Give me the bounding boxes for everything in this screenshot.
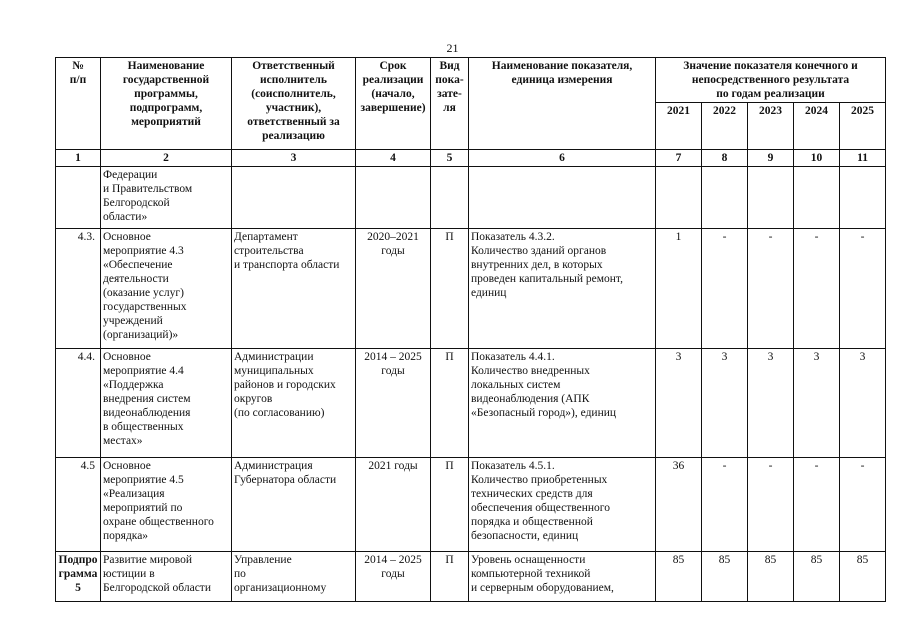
row-num: Подпро грамма 5 xyxy=(56,552,101,602)
row-value: - xyxy=(840,458,886,552)
column-number: 8 xyxy=(702,150,748,167)
row-value: 3 xyxy=(702,349,748,458)
table-row xyxy=(56,552,886,602)
row-indicator: Уровень оснащенности компьютерной техникой и серверным оборудованием, xyxy=(469,552,656,602)
header-type: Вид пока- зате- ля xyxy=(431,58,469,150)
row-value: - xyxy=(840,229,886,349)
row-value: 85 xyxy=(794,552,840,602)
row-value xyxy=(794,167,840,229)
row-value: 3 xyxy=(656,349,702,458)
column-number: 11 xyxy=(840,150,886,167)
row-responsible: Администрации муниципальных районов и городских округов (по согласованию) xyxy=(232,349,356,458)
row-type: П xyxy=(431,349,469,458)
row-value: 85 xyxy=(702,552,748,602)
table-row xyxy=(56,349,886,458)
header-name: Наименование государственной программы, подпрограмм, мероприятий xyxy=(101,58,232,150)
row-term xyxy=(356,167,431,229)
column-number: 9 xyxy=(748,150,794,167)
header-year: 2023 xyxy=(748,103,794,150)
row-value xyxy=(748,167,794,229)
row-name: Развитие мировой юстиции в Белгородской области xyxy=(101,552,232,602)
row-responsible: Администрация Губернатора области xyxy=(232,458,356,552)
header-num: № п/п xyxy=(56,58,101,150)
row-value: 3 xyxy=(840,349,886,458)
row-type: П xyxy=(431,229,469,349)
row-num: 4.5 xyxy=(56,458,101,552)
table-row xyxy=(56,458,886,552)
column-number: 10 xyxy=(794,150,840,167)
row-indicator: Показатель 4.5.1. Количество приобретенных технических средств для обеспечения общественного порядка и общественной безопасности, единиц xyxy=(469,458,656,552)
row-name: Основное мероприятие 4.3 «Обеспечение деятельности (оказание услуг) государственных учреждений (организаций)» xyxy=(101,229,232,349)
row-term: 2020–2021 годы xyxy=(356,229,431,349)
row-value: - xyxy=(748,229,794,349)
column-number: 3 xyxy=(232,150,356,167)
table-row xyxy=(56,229,886,349)
row-indicator: Показатель 4.3.2. Количество зданий органов внутренних дел, в которых проведен капитальный ремонт, единиц xyxy=(469,229,656,349)
row-num: 4.3. xyxy=(56,229,101,349)
row-value: 1 xyxy=(656,229,702,349)
row-value: 85 xyxy=(748,552,794,602)
column-number: 1 xyxy=(56,150,101,167)
row-num xyxy=(56,167,101,229)
row-value xyxy=(656,167,702,229)
row-type: П xyxy=(431,458,469,552)
row-num: 4.4. xyxy=(56,349,101,458)
row-value: - xyxy=(702,458,748,552)
row-value: - xyxy=(794,229,840,349)
header-indicator: Наименование показателя, единица измерения xyxy=(469,58,656,150)
row-value: 36 xyxy=(656,458,702,552)
row-indicator: Показатель 4.4.1. Количество внедренных локальных систем видеонаблюдения (АПК «Безопасный город»), единиц xyxy=(469,349,656,458)
row-indicator xyxy=(469,167,656,229)
column-number: 6 xyxy=(469,150,656,167)
column-number: 5 xyxy=(431,150,469,167)
column-number: 2 xyxy=(101,150,232,167)
header-year: 2021 xyxy=(656,103,702,150)
row-term: 2021 годы xyxy=(356,458,431,552)
header-values: Значение показателя конечного и непосредственного результата по годам реализации xyxy=(656,58,886,103)
row-value: 3 xyxy=(748,349,794,458)
header-term: Срок реализации (начало, завершение) xyxy=(356,58,431,150)
header-responsible: Ответственный исполнитель (соисполнитель, участник), ответственный за реализацию xyxy=(232,58,356,150)
column-number: 4 xyxy=(356,150,431,167)
row-value: 85 xyxy=(656,552,702,602)
row-value xyxy=(702,167,748,229)
header-row-1 xyxy=(56,58,886,103)
row-name: Федерации и Правительством Белгородской области» xyxy=(101,167,232,229)
row-type: П xyxy=(431,552,469,602)
row-type xyxy=(431,167,469,229)
program-table xyxy=(55,57,886,602)
row-term: 2014 – 2025 годы xyxy=(356,349,431,458)
header-year: 2022 xyxy=(702,103,748,150)
table-row xyxy=(56,167,886,229)
row-responsible: Управление по организационному xyxy=(232,552,356,602)
row-value xyxy=(840,167,886,229)
row-value: 85 xyxy=(840,552,886,602)
row-term: 2014 – 2025 годы xyxy=(356,552,431,602)
row-value: - xyxy=(702,229,748,349)
header-year: 2024 xyxy=(794,103,840,150)
header-year: 2025 xyxy=(840,103,886,150)
column-number-row xyxy=(56,150,886,167)
row-name: Основное мероприятие 4.4 «Поддержка внедрения систем видеонаблюдения в общественных местах» xyxy=(101,349,232,458)
row-name: Основное мероприятие 4.5 «Реализация мероприятий по охране общественного порядка» xyxy=(101,458,232,552)
row-responsible xyxy=(232,167,356,229)
row-value: - xyxy=(794,458,840,552)
row-responsible: Департамент строительства и транспорта области xyxy=(232,229,356,349)
row-value: - xyxy=(748,458,794,552)
column-number: 7 xyxy=(656,150,702,167)
page-number: 21 xyxy=(446,41,459,55)
row-value: 3 xyxy=(794,349,840,458)
